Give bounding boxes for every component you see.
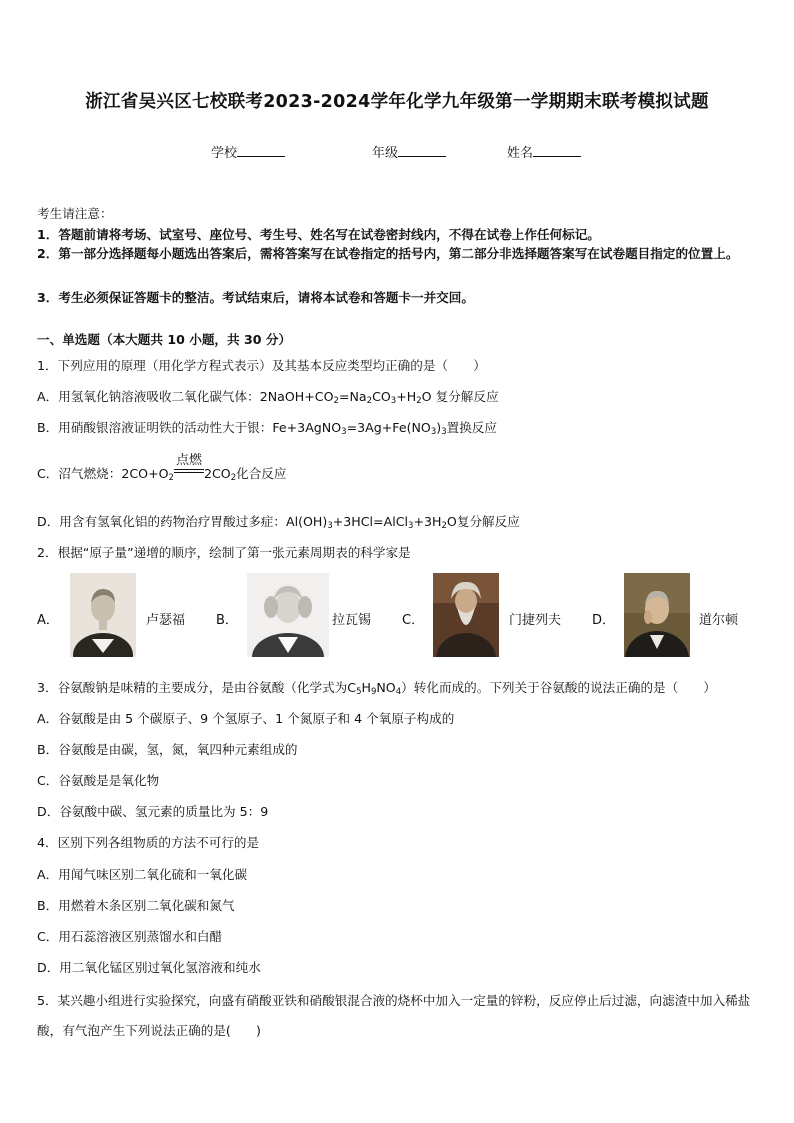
q1-option-a[interactable]	[37, 386, 499, 406]
section-heading: 一、单选题（本大题共 10 小题，共 30 分）	[37, 332, 292, 347]
q4-option-a[interactable]: A．用闻气味区别二氧化硫和一氧化碳	[37, 867, 248, 882]
name-blank[interactable]	[533, 144, 581, 157]
portrait-dalton-image	[624, 573, 690, 657]
exam-title: 浙江省吴兴区七校联考2023-2024学年化学九年级第一学期期末联考模拟试题	[85, 92, 709, 112]
q1-c-equation: $2CO+O_2$ 点燃 $2CO_2$	[121, 453, 237, 483]
q4-option-d[interactable]: D．用二氧化锰区别过氧化氢溶液和纯水	[37, 960, 261, 975]
glutamic-acid-formula: $C_5H_9NO_4$	[347, 680, 402, 697]
q3-option-c[interactable]: C．谷氨酸是是氧化物	[37, 773, 160, 788]
q2-name-a: 卢瑟福	[146, 613, 186, 628]
q2-letter-d[interactable]: D．	[592, 613, 616, 628]
notice-item-2: 2．第一部分选择题每小题选出答案后，需将答案写在试卷指定的括号内，第二部分非选择题答案写在试卷题目指定的位置上。	[37, 246, 739, 261]
q1-option-c[interactable]	[37, 453, 287, 483]
q1-b-type: 置换反应	[446, 420, 497, 435]
q3-option-b[interactable]: B．谷氨酸是由碳，氢，氮，氧四种元素组成的	[37, 742, 298, 757]
notice-item-3: 3．考生必须保证答题卡的整洁。考试结束后，请将本试卷和答题卡一并交回。	[37, 290, 474, 305]
reaction-condition: 点燃	[174, 464, 204, 478]
q1-option-d[interactable]	[37, 511, 520, 531]
q1-a-type: 复分解反应	[435, 389, 499, 404]
q3-option-a[interactable]: A．谷氨酸是由 5 个碳原子、9 个氢原子、1 个氮原子和 4 个氧原子构成的	[37, 711, 455, 726]
q2-name-b: 拉瓦锡	[332, 613, 372, 628]
q1-a-text: A．用氢氧化钠溶液吸收二氧化碳气体：	[37, 389, 260, 404]
grade-label: 年级	[372, 146, 399, 161]
school-field	[211, 142, 285, 161]
q1-b-text: B．用硝酸银溶液证明铁的活动性大于银：	[37, 420, 273, 435]
q1-b-equation: $Fe+3AgNO_3=3Ag+Fe(NO_3)_3$	[272, 420, 447, 437]
q2-name-d: 道尔顿	[699, 613, 739, 628]
q2-letter-b[interactable]: B．	[216, 613, 238, 628]
q1-c-type: 化合反应	[236, 466, 287, 481]
q2-letter-a[interactable]: A．	[37, 613, 59, 628]
grade-field	[372, 142, 446, 161]
name-field	[507, 142, 581, 161]
q4-option-c[interactable]: C．用石蕊溶液区别蒸馏水和白醋	[37, 929, 223, 944]
grade-blank[interactable]	[398, 144, 446, 157]
school-blank[interactable]	[237, 144, 285, 157]
portrait-mendeleev-image	[433, 573, 499, 657]
q1-option-b[interactable]	[37, 417, 497, 437]
q4-option-b[interactable]: B．用燃着木条区别二氧化碳和氮气	[37, 898, 235, 913]
notice-item-1: 1．答题前请将考场、试室号、座位号、考生号、姓名写在试卷密封线内，不得在试卷上作任何标记。	[37, 227, 600, 242]
q1-d-text: D．用含有氢氧化铝的药物治疗胃酸过多症：	[37, 514, 286, 529]
q3-stem: 3．谷氨酸钠是味精的主要成分，是由谷氨酸（化学式为$C_5H_9NO_4$）转化而成的。下列关于谷氨酸的说法正确的是（ ）	[37, 680, 716, 697]
name-label: 姓名	[507, 146, 534, 161]
school-label: 学校	[211, 146, 238, 161]
q3-option-d[interactable]: D．谷氨酸中碳、氢元素的质量比为 5：9	[37, 804, 269, 819]
q1-a-equation: $2NaOH+CO_2=Na_2CO_3+H_2O$	[259, 389, 432, 406]
portrait-rutherford-image	[70, 573, 136, 657]
q5-stem: 5．某兴趣小组进行实验探究，向盛有硝酸亚铁和硝酸银混合液的烧杯中加入一定量的锌粉，反应停止后过滤，向滤渣中加入稀盐酸，有气泡产生下列说法正确的是( )	[37, 993, 751, 1038]
q1-d-equation: $Al(OH)_3+3HCl=AlCl_3+3H_2O$	[285, 514, 457, 531]
notice-heading: 考生请注意：	[37, 206, 113, 221]
q2-name-c: 门捷列夫	[509, 613, 562, 628]
q1-stem: 1．下列应用的原理（用化学方程式表示）及其基本反应类型均正确的是（ ）	[37, 358, 486, 373]
portrait-lavoisier-image	[247, 573, 329, 657]
q4-stem: 4．区别下列各组物质的方法不可行的是	[37, 835, 260, 850]
q1-c-text: C．沼气燃烧：	[37, 466, 122, 481]
q2-stem: 2．根据“原子量”递增的顺序，绘制了第一张元素周期表的科学家是	[37, 545, 411, 560]
q1-d-type: 复分解反应	[456, 514, 520, 529]
q2-letter-c[interactable]: C．	[402, 613, 425, 628]
